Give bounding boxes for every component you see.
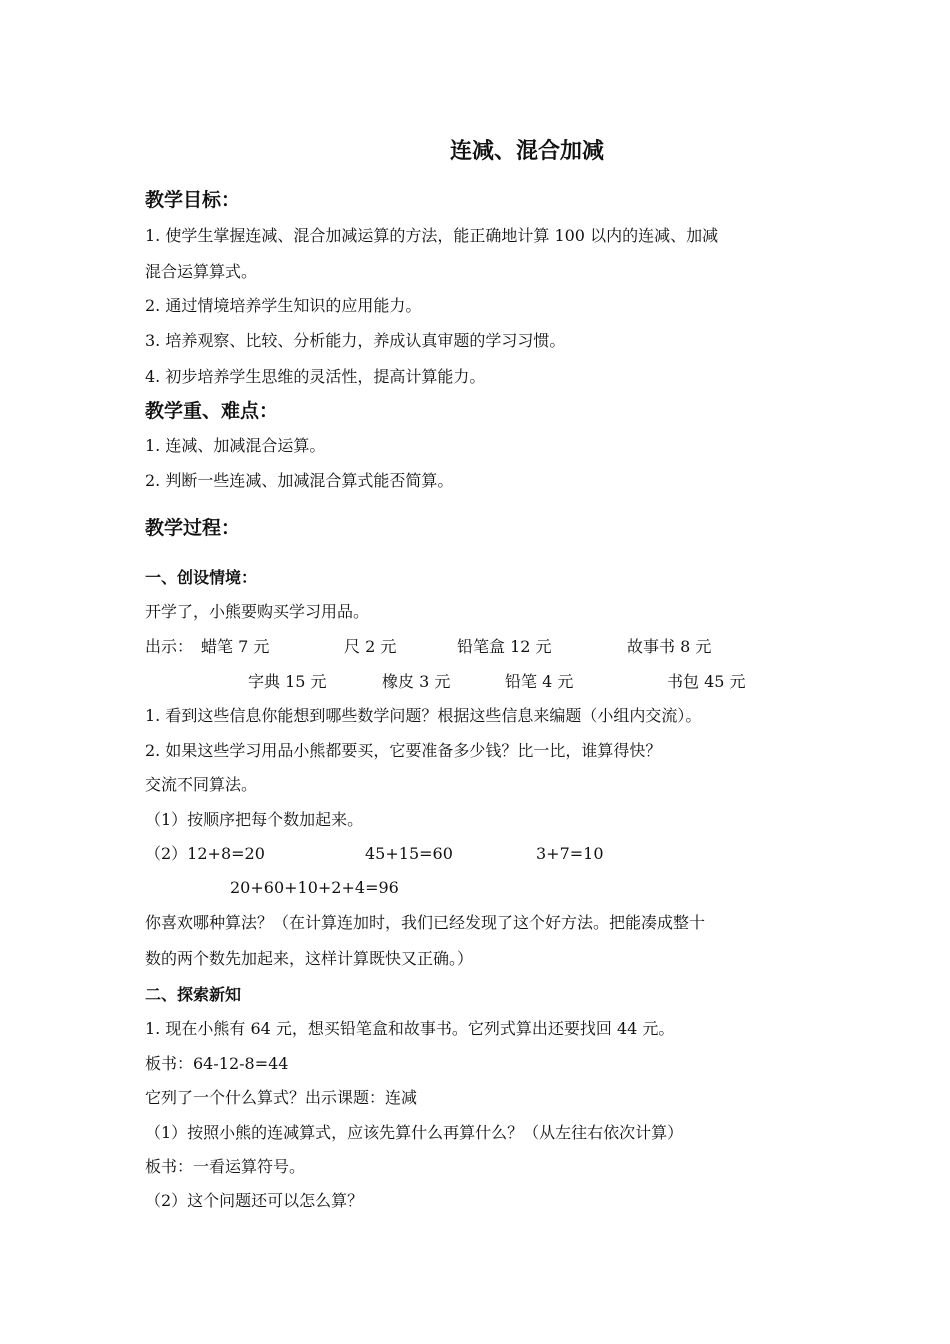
section1-heading: 一、创设情境： [145,568,258,587]
objective-1b: 混合运算算式。 [145,262,258,281]
item-pencil-case: 铅笔盒 12 元 [457,637,552,656]
method-2-sum: 20+60+10+2+4=96 [230,878,399,897]
page-title: 连减、混合加减 [449,139,604,164]
process-heading: 教学过程： [145,517,241,539]
item-ruler: 尺 2 元 [344,637,397,656]
objective-4: 4. 初步培养学生思维的灵活性，提高计算能力。 [145,367,486,386]
objective-3: 3. 培养观察、比较、分析能力，养成认真审题的学习习惯。 [145,331,566,350]
item-schoolbag: 书包 45 元 [667,672,746,691]
keypoint-1: 1. 连减、加减混合运算。 [145,436,326,455]
objectives-heading: 教学目标： [145,189,241,211]
objective-1a: 1. 使学生掌握连减、混合加减运算的方法，能正确地计算 100 以内的连减、加减 [145,226,719,245]
exchange-text: 交流不同算法。 [145,775,258,794]
prefer-text-a: 你喜欢哪种算法？（在计算连加时，我们已经发现了这个好方法。把能凑成整十 [145,913,706,932]
item-storybook: 故事书 8 元 [627,637,712,656]
section2-heading: 二、探索新知 [145,985,242,1004]
section2-p2: 它列了一个什么算式？出示课题：连减 [145,1088,418,1107]
item-eraser: 橡皮 3 元 [382,672,451,691]
question-1: 1. 看到这些信息你能想到哪些数学问题？根据这些信息来编题（小组内交流）。 [145,706,702,725]
method-1: （1）按顺序把每个数加起来。 [145,810,364,829]
item-crayon: 蜡笔 7 元 [201,637,270,656]
section2-p3: （1）按照小熊的连减算式，应该先算什么再算什么？（从左往右依次计算） [145,1123,684,1142]
prefer-text-b: 数的两个数先加起来，这样计算既快又正确。） [145,949,474,968]
method-2-c: 3+7=10 [536,844,604,863]
section2-p4: （2）这个问题还可以怎么算？ [145,1191,364,1210]
method-2-b: 45+15=60 [365,844,453,863]
objective-2: 2. 通过情境培养学生知识的应用能力。 [145,296,422,315]
question-2: 2. 如果这些学习用品小熊都要买，它要准备多少钱？比一比，谁算得快？ [145,741,662,760]
item-pencil: 铅笔 4 元 [505,672,574,691]
section2-p1: 1. 现在小熊有 64 元，想买铅笔盒和故事书。它列式算出还要找回 44 元。 [145,1019,675,1038]
keypoints-heading: 教学重、难点： [145,400,279,422]
item-dictionary: 字典 15 元 [248,672,327,691]
keypoint-2: 2. 判断一些连减、加减混合算式能否简算。 [145,471,454,490]
show-label: 出示： [145,637,194,656]
board-1: 板书：64-12-8=44 [145,1054,289,1073]
board-2: 板书：一看运算符号。 [145,1157,306,1176]
section1-intro: 开学了，小熊要购买学习用品。 [145,602,370,621]
method-2-a: （2）12+8=20 [145,844,265,863]
